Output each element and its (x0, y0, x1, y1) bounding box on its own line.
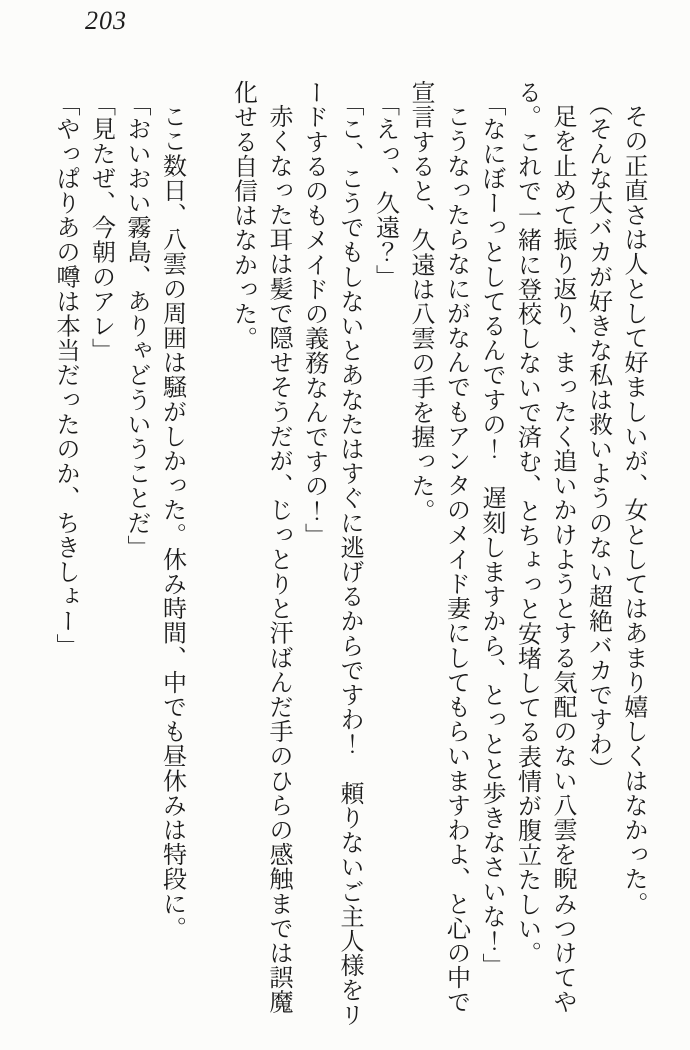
text-line: 「こ、こうでもしないとあなたはすぐに逃げるからですわ！ 頼りないご主人様をリ (336, 92, 362, 1027)
text-line: 宣言すると、久遠は八雲の手を握った。 (407, 80, 433, 523)
text-line: 足を止めて振り返り、まったく追いかけようとする気配のない八雲を睨みつけてや (549, 104, 575, 1015)
text-body (47, 80, 651, 1028)
text-line: ここ数日、八雲の周囲は騒がしかった。休み時間、中でも昼休みは特段に。 (158, 104, 185, 941)
page-number: 203 (85, 6, 127, 35)
text-line: 「えっ、久遠？」 (371, 92, 398, 289)
text-line: 「なにぼーっとしてるんですの！ 遅刻しますから、とっとと歩きなさいな！」 (478, 92, 504, 978)
text-line: こうなったらなにがなんでもアンタのメイド妻にしてもらいますわよ、と心の中で (442, 104, 469, 1015)
text-line: 化せる自信はなかった。 (229, 80, 256, 351)
text-line: その正直さは人として好ましいが、女としてはあまり嬉しくはなかった。 (620, 104, 646, 916)
text-line: ードするのもメイドの義務なんですの！」 (300, 80, 327, 548)
text-line: （そんな大バカが好きな私は救いようのない超絶バカですわ） (584, 92, 611, 781)
text-line: 「見たぜ、今朝のアレ」 (87, 92, 114, 363)
text-line: 「やっぱりあの噂は本当だったのか、ちきしょー」 (52, 92, 78, 658)
text-line: 「おいおい霧島、ありゃどういうことだ」 (123, 92, 149, 560)
blank-line (189, 80, 225, 1028)
text-line: 赤くなった耳は髪で隠せそうだが、じっとりと汗ばんだ手のひらの感触までは誤魔 (265, 104, 291, 1015)
text-line: る。これで一緒に登校しないで済む、とちょっと安堵してる表情が腹立たしい。 (513, 80, 540, 966)
